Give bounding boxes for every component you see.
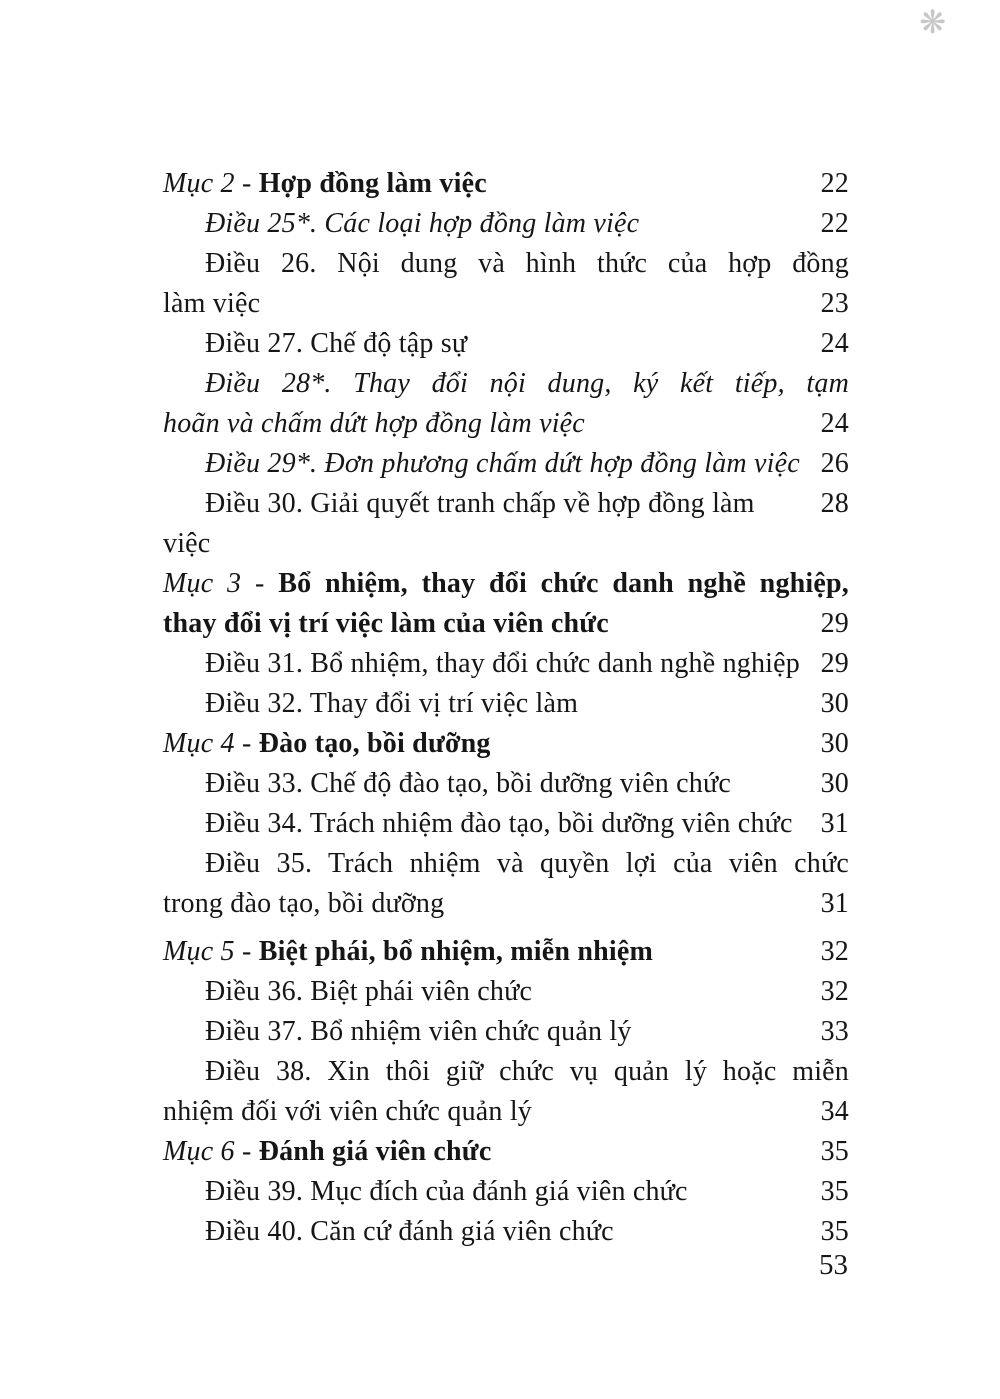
toc-entry-text — [163, 764, 807, 804]
toc-page-number: 33 — [820, 1016, 849, 1047]
toc-entry-text — [163, 444, 807, 484]
toc-page-number: 23 — [820, 288, 849, 319]
toc-entry-segment: nhiệm đối với viên chức quản lý — [163, 1096, 532, 1127]
toc-entry-segment: Điều 36. Biệt phái viên chức — [205, 976, 533, 1007]
toc-entry-text — [163, 1052, 849, 1092]
toc-row — [163, 884, 849, 924]
toc-entry-segment: Mục 5 — [163, 936, 242, 967]
toc-row — [163, 684, 849, 724]
toc-entry-text — [163, 804, 807, 844]
toc-row — [163, 844, 849, 884]
toc-row — [163, 484, 849, 564]
toc-entry-text — [163, 1092, 807, 1132]
toc-entry-segment: - — [241, 1136, 259, 1167]
toc-row — [163, 804, 849, 844]
toc-row — [163, 724, 849, 764]
toc-entry-segment: Mục 6 — [163, 1136, 242, 1167]
toc-entry-text — [163, 1172, 807, 1212]
toc-row — [163, 1132, 849, 1172]
toc-entry-segment: Mục 4 — [163, 728, 242, 759]
toc-page-number: 24 — [820, 328, 849, 359]
toc-entry-segment: Mục 2 — [163, 168, 242, 199]
toc-row — [163, 764, 849, 804]
toc-row — [163, 1052, 849, 1092]
toc-page-number: 30 — [820, 768, 849, 799]
toc-entry-segment: Điều 31. Bổ nhiệm, thay đổi chức danh nghề nghiệp — [205, 648, 800, 679]
toc-entry-segment: Điều 30. Giải quyết tranh chấp về hợp đồng làm việc — [163, 488, 755, 559]
toc-row — [163, 164, 849, 204]
toc-row — [163, 284, 849, 324]
toc-entry-text — [163, 364, 849, 404]
toc-row — [163, 1092, 849, 1132]
toc-entry-text — [163, 404, 807, 444]
toc-entry-text — [163, 164, 807, 204]
toc-entry-text — [163, 284, 807, 324]
toc-entry-segment: Điều 27. Chế độ tập sự — [205, 328, 468, 359]
toc-entry-segment: Điều 32. Thay đổi vị trí việc làm — [205, 688, 579, 719]
toc-page-number: 30 — [820, 728, 849, 759]
toc-entry-text — [163, 1012, 807, 1052]
toc-entry-segment: Đào tạo, bồi dưỡng — [258, 728, 491, 759]
toc-entry-segment: Bổ nhiệm, thay đổi chức danh nghề nghiệp, — [278, 568, 849, 599]
toc-entry-text — [163, 1212, 807, 1252]
toc-page-number: 35 — [820, 1216, 849, 1247]
toc-entry-segment: - — [241, 168, 259, 199]
flower-ornament-icon: ❋ — [919, 3, 946, 41]
toc-row — [163, 644, 849, 684]
toc-row — [163, 204, 849, 244]
toc-row — [163, 1172, 849, 1212]
toc-entry-text — [163, 1132, 807, 1172]
toc-row — [163, 324, 849, 364]
toc-row — [163, 444, 849, 484]
toc-row — [163, 932, 849, 972]
toc-entry-text — [163, 204, 807, 244]
toc-entry-segment: Đánh giá viên chức — [258, 1136, 492, 1167]
toc-entry-segment: Điều 28*. Thay đổi nội dung, ký kết tiếp, tạm — [205, 368, 849, 399]
toc-entry-segment: Điều 38. Xin thôi giữ chức vụ quản lý hoặc miễn — [205, 1056, 849, 1087]
toc-entry-segment: Điều 33. Chế độ đào tạo, bồi dưỡng viên chức — [205, 768, 731, 799]
toc-row — [163, 364, 849, 404]
toc-page-number: 31 — [820, 808, 849, 839]
toc-entry-segment: Biệt phái, bổ nhiệm, miễn nhiệm — [258, 936, 654, 967]
toc-entry-text — [163, 604, 807, 644]
toc-entry-segment: thay đổi vị trí việc làm của viên chức — [163, 608, 609, 639]
toc-entry-text — [163, 644, 807, 684]
toc-page-number: 30 — [820, 688, 849, 719]
toc-page-number: 22 — [820, 208, 849, 239]
toc-entry-segment: Hợp đồng làm việc — [258, 168, 487, 199]
toc-page-number: 34 — [820, 1096, 849, 1127]
toc-row — [163, 244, 849, 284]
toc-page-number: 35 — [820, 1176, 849, 1207]
toc-row — [163, 604, 849, 644]
toc-entry-segment: - — [241, 728, 259, 759]
toc-row — [163, 404, 849, 444]
toc-entry-segment: trong đào tạo, bồi dưỡng — [163, 888, 445, 919]
toc-page-number: 26 — [820, 448, 849, 479]
toc-entry-text — [163, 972, 807, 1012]
toc-entry-text — [163, 684, 807, 724]
toc-row — [163, 1212, 849, 1252]
toc-entry-segment: Điều 35. Trách nhiệm và quyền lợi của viên chức — [205, 848, 849, 879]
toc-page-number: 35 — [820, 1136, 849, 1167]
toc-entry-segment: Điều 39. Mục đích của đánh giá viên chức — [205, 1176, 688, 1207]
toc-page-number: 28 — [820, 488, 849, 519]
toc-entry-segment: Điều 29*. Đơn phương chấm dứt hợp đồng làm việc — [205, 448, 800, 479]
toc-entry-text — [163, 324, 807, 364]
toc-entry-segment: làm việc — [163, 288, 261, 319]
toc-entry-segment: Điều 34. Trách nhiệm đào tạo, bồi dưỡng viên chức — [205, 808, 793, 839]
toc-page-number: 24 — [820, 408, 849, 439]
toc-row — [163, 972, 849, 1012]
toc-page-number: 29 — [820, 648, 849, 679]
toc-entry-text — [163, 932, 807, 972]
toc-entry-text — [163, 484, 807, 564]
toc-page-number: 22 — [820, 168, 849, 199]
toc-page-number: 32 — [820, 936, 849, 967]
toc-entry-segment: hoãn và chấm dứt hợp đồng làm việc — [163, 408, 585, 439]
toc-entry-text — [163, 724, 807, 764]
toc-entry-segment: Điều 26. Nội dung và hình thức của hợp đồng — [205, 248, 849, 279]
toc-entry-segment: Điều 37. Bổ nhiệm viên chức quản lý — [205, 1016, 632, 1047]
toc-entry-text — [163, 884, 807, 924]
toc-entry-segment: - — [241, 936, 259, 967]
toc-row — [163, 1012, 849, 1052]
toc-entry-segment: Điều 25*. Các loại hợp đồng làm việc — [205, 208, 640, 239]
toc-entry-text — [163, 244, 849, 284]
toc-entry-segment: Điều 40. Căn cứ đánh giá viên chức — [205, 1216, 614, 1247]
toc-page-number: 32 — [820, 976, 849, 1007]
toc-entry-segment: Mục 3 — [163, 568, 255, 599]
toc-row — [163, 564, 849, 604]
toc-entry-text — [163, 564, 849, 604]
toc-page-number: 29 — [820, 608, 849, 639]
table-of-contents — [163, 164, 849, 1252]
folio-page-number: 53 — [819, 1249, 848, 1281]
toc-page-number: 31 — [820, 888, 849, 919]
toc-entry-text — [163, 844, 849, 884]
toc-entry-segment: - — [254, 568, 279, 599]
